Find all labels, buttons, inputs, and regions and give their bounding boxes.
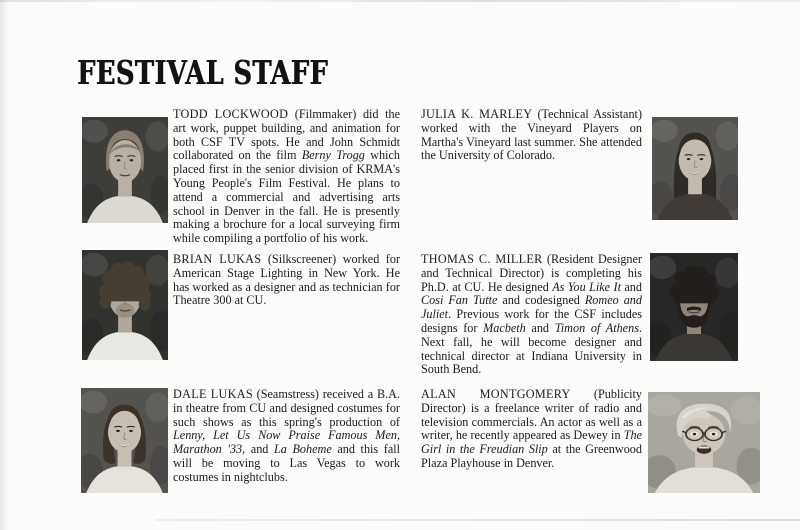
- scan-edge-top: [0, 0, 800, 2]
- portrait-photo-julia-k-marley: [652, 117, 738, 220]
- staff-name: ALAN MONTGOMERY: [421, 387, 571, 401]
- staff-name: JULIA K. MARLEY: [421, 107, 533, 121]
- portrait-photo-alan-montgomery: [648, 392, 760, 493]
- portrait-photo-brian-lukas: [82, 250, 168, 360]
- staff-name: TODD LOCKWOOD: [173, 107, 289, 121]
- staff-bio-dale-lukas: DALE LUKAS (Seamstress) received a B.A. in theatre from CU and designed costumes for such shows as this spring's production of Lenny, Let Us Now Praise Famous Men, Marathon '33, and La Boheme and this fall will be moving to Las Vegas to work costumes in nightclubs.: [173, 387, 401, 484]
- scan-shadow-bottom: [155, 519, 800, 521]
- page-title: FESTIVAL STAFF: [77, 53, 329, 92]
- staff-bio-alan-montgomery: ALAN MONTGOMERY (Publicity Director) is a freelance writer of radio and television commercials. An actor as well as a writer, he recently appeared as Dewey in The Girl in the Freudian Slip at the Greenwood Plaza Playhouse in Denver.: [421, 387, 643, 470]
- staff-bio-todd-lockwood: TODD LOCKWOOD (Filmmaker) did the art work, puppet building, and animation for both CSF TV spots. He and John Schmidt collaborated on the film Berny Trogg which placed first in the senior division of KRMA's Young People's Film Festival. He plans to attend a commercial and advertising arts school in Denver in the fall. He is presently making a brochure for a local surveying firm while compiling a portfolio of his work.: [173, 107, 400, 246]
- portrait-photo-thomas-c-miller: [650, 253, 738, 361]
- staff-name: DALE LUKAS: [173, 387, 253, 401]
- staff-name: THOMAS C. MILLER: [421, 252, 543, 266]
- staff-name: BRIAN LUKAS: [173, 252, 262, 266]
- staff-bio-thomas-c-miller: THOMAS C. MILLER (Resident Designer and Technical Director) is completing his Ph.D. at CU. He designed As You Like It and Cosi Fan Tutte and codesigned Romeo and Juliet. Previous work for the CSF includes designs for Macbeth and Timon of Athens. Next fall, he will become designer and technical director at Indiana University in South Bend.: [421, 252, 642, 377]
- portrait-photo-todd-lockwood: [82, 117, 168, 223]
- scan-edge-left: [0, 0, 10, 530]
- portrait-photo-dale-lukas: [81, 388, 168, 493]
- staff-bio-julia-k-marley: JULIA K. MARLEY (Technical Assistant) worked with the Vineyard Players on Martha's Vineyard last summer. She attended the University of Colorado.: [421, 107, 642, 163]
- staff-bio-brian-lukas: BRIAN LUKAS (Silkscreener) worked for American Stage Lighting in New York. He has worked as a designer and as technician for Theatre 300 at CU.: [173, 252, 400, 308]
